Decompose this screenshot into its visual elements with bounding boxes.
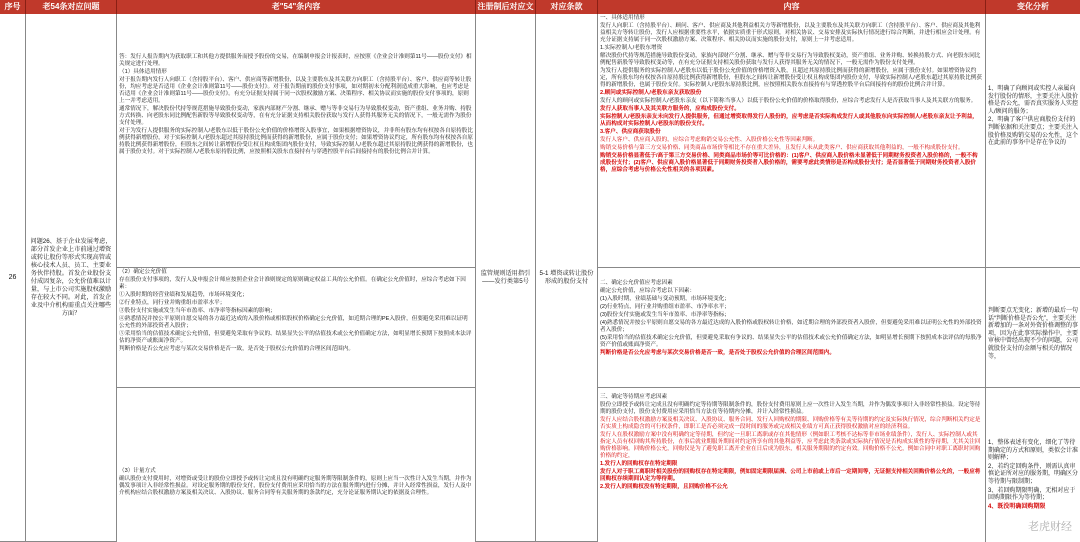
new-a-p4: 发行人的顾问或实际控制人/老股东亲友（以下简称当事人）以低于股份公允价值的价格取得股份，应综合考虑发行人是否获取当事人及其关联方的服务。 bbox=[600, 98, 977, 104]
old-s2-l3: ③股份支付实施或发生当年市盈率、市净率等指标因素的影响； bbox=[119, 308, 276, 314]
old-s2-l1: ①入股时期的经营业绩和发展趋势，市场环境变化； bbox=[119, 292, 248, 298]
new-a-p1: 发行人向职工（含持股平台）、顾问、客户、供应商及其他利益相关方等新增股份，以及主要股东及其关联方向职工（含持股平台）、客户、供应商及其他利益相关方等转让股份，发行人应根据重要性水平，依据实质重于形式原则，对相关协议、交易安排及实际执行情况进行综合判断，并进行相应会计处理。有充分证据支持属于同一次股权激励方案、决策程序、相关协议而实施的股份支付，原则上一并考虑适用。 bbox=[600, 23, 981, 43]
new-a-p9: 购销交易价格显著低于/高于第三方交易价格、同类商品市场价等可比价格的：(1)客户、供应商入股价格未显著低于同期财务投资者入股价格的，一般不构成股份支付；(2)客户、供应商入股价格显著低于同期财务投资者入股价格的，需要考虑此类情形是否构成股份支付；是否显著低于同期财务投资者入股价格，应综合考虑与价格公允性相关的各项因素。 bbox=[600, 153, 978, 173]
new-a-h2: 2.顾问或实际控制人/老股东亲友获取股份 bbox=[600, 90, 702, 96]
new-a-p7: 发行人客户、供应商入股的，应综合考虑购销交易公允性、入股价格公允性等因素判断。 bbox=[600, 137, 819, 143]
new-c-p1: 股份立即授予或转让完成且没有明确约定等待期等限制条件的，股份支付费用原则上应一次性计入发生当期，并作为偶发事项计入非经常性损益。设定等待期的股份支付，股份支付费用应采用恰当方法在等待期内分摊，并计入经常性损益。 bbox=[600, 402, 981, 415]
old-s3-title: （3）计量方式 bbox=[119, 468, 156, 474]
old-section-2 bbox=[117, 268, 475, 388]
new-a-title: 一、具体适用情形 bbox=[600, 15, 645, 21]
new-a-p2: 解决股份代持等规范措施导致股份变动，家族内部财产分割、继承、赠与等非交易行为导致股权变动，资产重组、业务并购、转换持股方式、向老股东同比例配售新股等导致股权变动等，在有充分证据支持相关股份获取与发行人获得其服务无关的情况下，一般无需作为股份支付处理。 bbox=[600, 53, 981, 66]
seq-column bbox=[0, 14, 26, 542]
new-clause-column bbox=[536, 14, 598, 542]
watermark: 老虎财经 bbox=[1028, 520, 1072, 533]
change-c4-4: 4、既没明确回购期限 bbox=[988, 503, 1046, 510]
new-a-h3: 3.客户、供应商获取股份 bbox=[600, 129, 661, 135]
change-column bbox=[986, 14, 1080, 542]
new-a-p3: 为发行人提供服务的实际控制人/老股东以低于股份公允价值的价格增资入股，且超过其原持股比例而获得的新增股份，应属于股份支付。如果增资协议约定，所有股东均有权按各自原持股比例获得新增股份，但股东之间转让新增股份受让权且构成集团内股份支付，导致实际控制人/老股东超过其原持股比例获得的新增股份，也属于股份支付。实际控制人/老股东原持股比例，应按照相关股东直接持有与穿透控股平台后间接持有的股份比例合并计算。 bbox=[600, 68, 982, 88]
old-section-1 bbox=[117, 14, 475, 268]
new-section-a bbox=[598, 14, 985, 268]
new-b-p2: 判断价格是否公允应考虑与某次交易价格是否一致，是否处于股权公允价值的合理区间范围内。 bbox=[600, 350, 835, 356]
new-c-p3: 发行人在股权激励方案中没有明确约定等待期，但约定一旦职工离职或存在其他情形（例如职工考核不达标等非市场业绩条件），发行人、实际控制人或其指定人员有权回购其所持股份，在事后就业期服务期间对约定所享有的其他利益等，应考虑此类条款或实际执行情况是否构成实质性的等待期，尤其关注回购价格影响。回购价格公允，回购仅是为了避免职工离开企业在日后成为股东，相关服务期限的约定有效。回购价格不公允，例如合同中对职工离职时回购价格的约定， bbox=[600, 432, 981, 459]
change-c4-2: 2、若约定回购条件，则需认真审慎论证所对应的服务期，明确区分等待期与限制期； bbox=[988, 463, 1079, 485]
new-a-p5: 发行人获取当事人及其关联方服务的，应构成股份支付。 bbox=[600, 106, 740, 112]
change-c2: 2、明确了客户供应商股份支付的判断依据和关注要点；主要关注入股价格及购销交易的公允性，这个在此前的事务中是存在争议的 bbox=[988, 117, 1079, 147]
new-b-p1: 确定公允价值，应综合考虑以下因素： bbox=[600, 288, 696, 294]
old-section-3 bbox=[117, 388, 475, 542]
new-section-b bbox=[598, 268, 985, 388]
old-s2-l4: ④熟悉情况并按公平原则自愿交易的各方最近达成的入股价格或相似股权价格确定公允价值，如近期合理的PE入股价，但要避免采用难以证明公允性的外部投资者入股价； bbox=[119, 316, 468, 329]
new-b-l1: (1)入股时期，业绩基础与变动预期，市场环境变化； bbox=[600, 296, 730, 302]
old-question-column bbox=[26, 14, 117, 542]
new-c-p5: 发行人对于职工离职时相关股份的回购权存在特定期限，例如固定期限届满、公司上市前或上市后一定期间等，无证据支持相关回购价格公允的，一般应将回购权存续期间认定为等待期。 bbox=[600, 469, 981, 482]
new-c-p4: 1.发行人的回购权存在特定期限 bbox=[600, 461, 678, 467]
header-seq: 序号 bbox=[0, 0, 26, 14]
header-old-content: 老"54"条内容 bbox=[117, 0, 476, 14]
old-s2-l5: ⑤采用恰当的估值技术确定公允价值，但要避免采取有争议的、结果显失公平的估值技术或公允价值确定方法，如明显增长预期下按照成本法评估的净资产或账面净资产。 bbox=[119, 331, 472, 344]
new-b-l4: (4)熟悉情况并按公平原则自愿交易的各方最近达成的入股价格或股权转让价格，如近期合理的外部投资者入股价，但要避免采用难以证明公允性的外部投资者入股价； bbox=[600, 320, 982, 333]
header-change: 变化分析 bbox=[986, 0, 1080, 14]
new-a-h1: 1.实际控制人/老股东增资 bbox=[600, 45, 663, 51]
old-s3-p1: 确认股份支付费用时，对增资或受让的股份立即授予或转让完成且没有明确约定服务期等限制条件的，原则上应当一次性计入发生当期，并作为偶发事项计入非经常性损益。对设定服务期的股份支付，股份支付费用应采用恰当的方法在服务期内进行分摊，并计入经常性损益，发行人及中介机构应结合股权激励方案及相关决议、入股协议、服务合同等有关服务期的条款约定，充分论证服务期认定的依据及合理性。 bbox=[119, 476, 472, 496]
old-s1-p2: 通常情况下，解决股份代持等规范措施导致股份变动，家族内部财产分割、继承、赠与等非交易行为导致股权变动，资产重组、业务并购、持股方式转换、向老股东同比例配售新股等导致股权变动等，在有充分证据支持相关股份获取与发行人获得其服务无关的情况下，一般无需作为股份支付处理。 bbox=[119, 106, 472, 126]
change-cell-1 bbox=[986, 14, 1080, 268]
old-s1-p1: 对于报告期内发行人向职工（含持股平台）、客户、供应商等新增股份，以及主要股东及其关联方向职工（含持股平台）、客户、供应商等转让股份，均应考虑是否适用《企业会计准则第11号——股份支付》。对于报告期前的股份支付事项，如对期初未分配利润造成重大影响，也应考虑是否适用《企业会计准则第11号——股份支付》。有充分证据支持属于同一次股权激励方案、决策程序、相关协议而实施的股份支付事项的，原则上一并考虑适用。 bbox=[119, 77, 472, 104]
new-rule-text: 监管规则适用指引——发行类第5号 bbox=[476, 14, 535, 542]
old-content-column bbox=[117, 14, 476, 542]
new-content-column bbox=[598, 14, 986, 542]
header-new-rule: 注册制后对应文 bbox=[476, 0, 536, 14]
new-clause-text: 5-1 增资或转让股份形成的股份支付 bbox=[536, 14, 597, 542]
old-s2-p2: 判断价格是否公允应考虑与某次交易价格是否一致，是否处于股权公允价值的合理区间范围内。 bbox=[119, 346, 354, 352]
new-rule-column bbox=[476, 14, 536, 542]
new-b-l2: (2)行业特点，同行业并购重组市盈率、市净率水平； bbox=[600, 304, 730, 310]
row-seq: 26 bbox=[0, 14, 25, 542]
header-new-content: 内容 bbox=[598, 0, 986, 14]
old-s1-p3: 对于为发行人提供服务的实际控制人/老股东以低于股份公允价值的价格增资入股事宜，如果根据增资协议，并非所有股东均有权按各自原持股比例获得新增股份，对于实际控制人/老股东超过其原持股比例而获得的新增股份，应属于股份支付；如果增资协议约定，所有股东均有权按各自原持股比例获得新增股份，但股东之间转让新增股份受让权且构成集团内股份支付，导致实际控制人/老股东超过其原持股比例获得的新增股份，也属于股份支付。对于实际控制人/老股东原持股比例，应按照相关股东直接持有与穿透控股平台后间接持有的股份比例合并计算。 bbox=[119, 128, 473, 155]
old-s2-title: （2）确定公允价值 bbox=[119, 269, 167, 275]
old-s1-intro: 答：发行人报告期内为获取职工和其他方提供服务而授予股份的交易，在编制申报会计报表时，应按照《企业会计准则第11号——股份支付》相关规定进行处理。 bbox=[119, 54, 472, 67]
new-a-p6: 实际控制人/老股东亲友未向发行人提供服务，但通过增资取得发行人股份的，应考虑是否实际构成发行人或其他股东向实际控制人/老股东亲友让予利益，从而构成对实际控制人/老股东的股份支付。 bbox=[600, 114, 978, 127]
new-c-p6: 2.发行人的回购权没有特定期限，且回购价格不公允 bbox=[600, 484, 728, 490]
change-c3: 判断要点无变化；新增的最后一句话“判断价格是否公允”，主要关注新增加的一条对外资价格调整的事项，因为在此事实际操作中，主要审核中曾经出现不少的问题，公司就股份支付的金额与相关的情况等， bbox=[988, 308, 1079, 360]
change-c4-1: 1、整体表述有变化，细化了等待期确定的方式和原则，类似会计准则解释； bbox=[988, 440, 1079, 462]
change-c1: 1、明确了向顾问或实控人亲属向发行股份的情形，主要关注入股价格是否公允，需否真实服务人实控人/顾问的服务； bbox=[988, 86, 1079, 115]
change-cell-2 bbox=[986, 268, 1080, 388]
new-c-title: 三、确定等待期应考虑因素 bbox=[600, 394, 668, 400]
new-b-l5: (5)采用恰当的估值技术确定公允价值，但要避免采取有争议的、结果显失公平的估值技术或公允价值确定方法，如明显增长预期下按照成本法评估的每股净资产价值或账面净资产。 bbox=[600, 335, 982, 348]
new-a-p8: 购销交易价格与第三方交易价格、同类商品市场价等相比不存在重大差异，且发行人未从此类客户、供应商获取其他利益的，一般不构成股份支付。 bbox=[600, 145, 964, 151]
old-s1-title: （1）具体适用情形 bbox=[119, 69, 167, 75]
header-new-clause: 对应条款 bbox=[536, 0, 598, 14]
new-section-c bbox=[598, 388, 985, 542]
header-old-question: 老54条对应问题 bbox=[26, 0, 117, 14]
old-question-text: 问题26、基于企业发展考虑，部分首发企业上市前通过增资或转让股份等形式实现高管或核心技术人员、员工、主要业务伙伴持股。首发企业股份支付成因复杂，公允价值难以计量，与上市公司实施股权激励存在较大不同。对此，首发企业及中介机构需重点关注哪些方面？ bbox=[26, 14, 116, 542]
old-s2-l2: ②行业特点，同行业并购重组市盈率水平； bbox=[119, 300, 226, 306]
new-b-l3: (3)股份支付实施或发生当年市盈率、市净率等指标； bbox=[600, 312, 730, 318]
old-s2-p1: 存在股份支付事项的，发行人及申报会计师应按照企业会计准则规定的原则确定权益工具的公允价值。在确定公允价值时，应综合考虑如下因素： bbox=[119, 277, 466, 290]
new-b-title: 二、确定公允价值应考虑因素 bbox=[600, 280, 673, 286]
change-c4-3: 3、若回购期限明确，无相对应于回购期限作为等待期； bbox=[988, 487, 1076, 502]
new-c-p2: 发行人应结合股权激励方案及相关决议、入股协议、服务合同、发行人回购权的期限、回购价格等有关等待期的约定及实际执行情况，综合判断相关约定是否实质上构成隐含的可行权条件，即职工是否必须完成一段时间的服务或完成相关业绩方可真正获得股权激励对应的经济利益。 bbox=[600, 417, 981, 430]
